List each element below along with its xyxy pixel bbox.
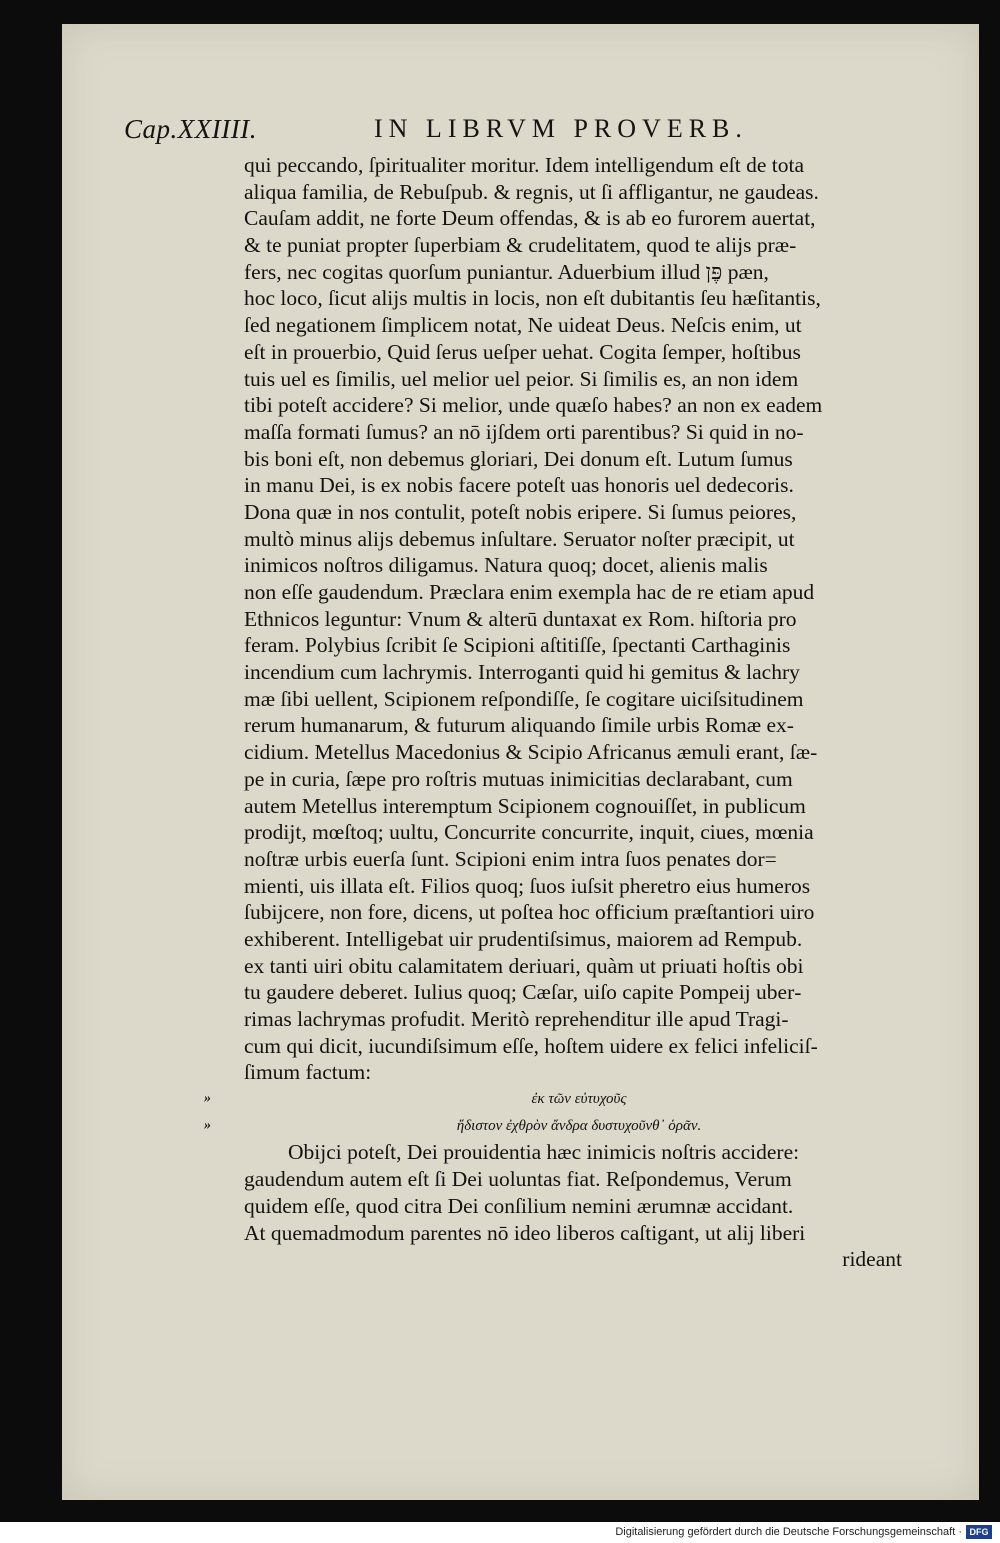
text-line: tibi poteſt accidere? Si melior, unde quæſo habes? an non ex eadem [244, 393, 823, 418]
text-line: Ethnicos leguntur: Vnum & alterū duntaxat ex Rom. hiſtoria pro [244, 606, 797, 631]
running-title: IN LIBRVM PROVERB. [374, 114, 748, 143]
text-line: prodijt, mœſtoq; uultu, Concurrite concurrite, inquit, ciues, mœnia [244, 820, 814, 845]
greek-quote-line [204, 1086, 914, 1113]
text-line: incendium cum lachrymis. Interroganti quid hi gemitus & lachry [244, 660, 800, 685]
dfg-logo: DFG [966, 1525, 992, 1539]
catchword: rideant [842, 1247, 902, 1272]
chapter-label: Cap.XXIIII. [124, 114, 257, 144]
text-line: quidem eſſe, quod citra Dei conſilium nemini ærumnæ accidant. [244, 1193, 794, 1218]
text-line: Dona quæ in nos contulit, poteſt nobis eripere. Si ſumus peiores, [244, 499, 797, 524]
text-line: hoc loco, ſicut alijs multis in locis, non eſt dubitantis ſeu hæſitantis, [244, 286, 821, 311]
text-line: autem Metellus interemptum Scipionem cognouiſſet, in publicum [244, 793, 806, 818]
quote-marker: » [204, 1117, 211, 1133]
body-text [204, 152, 914, 1273]
text-line: maſſa formati ſumus? an nō ijſdem orti parentibus? Si quid in no‑ [244, 419, 804, 444]
text-line: mienti, uis illata eſt. Filios quoq; ſuos iuſsit pheretro eius humeros [244, 873, 811, 898]
funding-notice: Digitalisierung gefördert durch die Deutsche Forschungsgemeinschaft · [615, 1526, 962, 1538]
footer-band [0, 1522, 1000, 1543]
text-line: gaudendum autem eſt ſi Dei uoluntas fiat. Reſpondemus, Verum [244, 1167, 792, 1192]
text-line: fers, nec cogitas quorſum puniantur. Aduerbium illud פֶּן pæn, [244, 259, 769, 284]
text-line: aliqua familia, de Rebuſpub. & regnis, ut ſi affligantur, ne gaudeas. [244, 179, 819, 204]
text-line: ſimum factum: [244, 1060, 372, 1085]
page-header [124, 110, 824, 150]
text-line: noſtræ urbis euerſa ſunt. Scipioni enim intra ſuos penates dor= [244, 846, 777, 871]
text-line: At quemadmodum parentes nō ideo liberos caſtigant, ut alij liberi [244, 1220, 806, 1245]
text-line: cidium. Metellus Macedonius & Scipio Africanus æmuli erant, ſæ‑ [244, 740, 818, 765]
text-line: cum qui dicit, iucundiſsimum eſſe, hoſtem uidere ex felici infeliciſ‑ [244, 1033, 818, 1058]
text-line: Cauſam addit, ne forte Deum offendas, & is ab eo furorem auertat, [244, 206, 816, 231]
text-line: ſubijcere, non fore, dicens, ut poſtea hoc officium præſtantiori uiro [244, 900, 815, 925]
text-line: ex tanti uiri obitu calamitatem deriuari, quàm ut priuati hoſtis obi [244, 953, 804, 978]
text-line: bis boni eſt, non debemus gloriari, Dei donum eſt. Lutum ſumus [244, 446, 793, 471]
text-line: multò minus alijs debemus inſultare. Seruator noſter præcipit, ut [244, 526, 795, 551]
text-line: Obijci poteſt, Dei prouidentia hæc inimicis noſtris accidere: [288, 1140, 800, 1165]
greek-quote-text: ἥδιστον ἐχθρὸν ἄνδρα δυστυχοῦνθ᾽ ὁρᾶν. [456, 1117, 702, 1134]
text-line: feram. Polybius ſcribit ſe Scipioni aſtitiſſe, ſpectanti Carthaginis [244, 633, 791, 658]
text-line: inimicos noſtros diligamus. Natura quoq; docet, alienis malis [244, 553, 768, 578]
text-line: mæ ſibi uellent, Scipionem reſpondiſſe, ſe cogitare uiciſsitudinem [244, 686, 804, 711]
text-line: exhiberent. Intelligebat uir prudentiſsimus, maiorem ad Rempub. [244, 926, 803, 951]
text-line: tu gaudere deberet. Iulius quoq; Cæſar, uiſo capite Pompeij uber‑ [244, 980, 802, 1005]
text-line: tuis uel es ſimilis, uel melior uel peior. Si ſimilis es, an non idem [244, 366, 799, 391]
greek-quote-line [204, 1113, 914, 1140]
text-line: pe in curia, ſæpe pro roſtris mutuas inimicitias declarabant, cum [244, 766, 793, 791]
text-line: & te puniat propter ſuperbiam & crudelitatem, quod te alijs præ‑ [244, 233, 797, 258]
text-line: rimas lachrymas profudit. Meritò reprehenditur ille apud Tragi‑ [244, 1007, 789, 1031]
text-line: rerum humanarum, & futurum aliquando ſimile urbis Romæ ex‑ [244, 713, 794, 738]
text-line: ſed negationem ſimplicem notat, Ne uideat Deus. Neſcis enim, ut [244, 313, 802, 338]
text-line: qui peccando, ſpiritualiter moritur. Idem intelligendum eſt de tota [244, 153, 805, 177]
text-line: non eſſe gaudendum. Præclara enim exempla hac de re etiam apud [244, 580, 815, 604]
text-line: in manu Dei, is ex nobis facere poteſt uas honoris uel dedecoris. [244, 473, 794, 498]
quote-marker: » [204, 1091, 211, 1107]
text-line: eſt in prouerbio, Quid ſerus ueſper uehat. Cogita ſemper, hoſtibus [244, 339, 801, 364]
greek-quote-text: ἐκ τῶν εὐτυχοῦς [531, 1091, 627, 1108]
